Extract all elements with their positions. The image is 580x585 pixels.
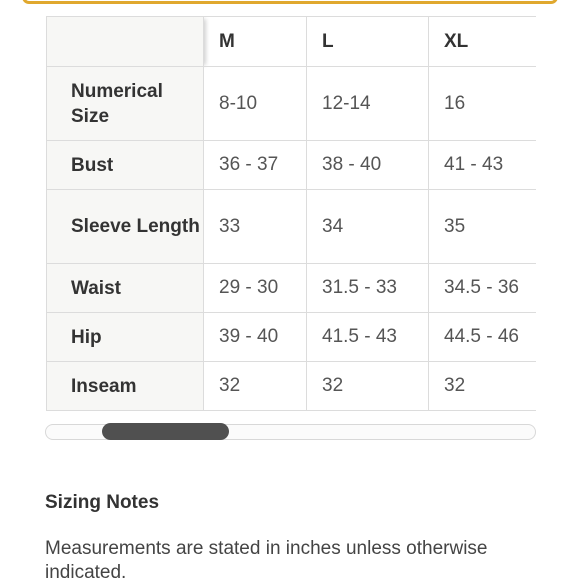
table-row — [47, 313, 537, 362]
table-cell: 12-14 — [307, 67, 429, 141]
table-row — [47, 141, 537, 190]
table-cell: 31.5 - 33 — [307, 264, 429, 313]
column-header-m: M — [204, 17, 307, 67]
row-label-numerical-size: Numerical Size — [47, 67, 204, 141]
column-header-xl: XL — [429, 17, 537, 67]
table-cell: 34 — [307, 190, 429, 264]
row-label-inseam: Inseam — [47, 362, 204, 411]
table-cell: 8-10 — [204, 67, 307, 141]
size-chart-table — [46, 16, 536, 411]
table-cell: 32 — [307, 362, 429, 411]
table-cell: 41.5 - 43 — [307, 313, 429, 362]
table-row — [47, 190, 537, 264]
row-label-waist: Waist — [47, 264, 204, 313]
table-header-row — [47, 17, 537, 67]
table-cell: 33 — [204, 190, 307, 264]
table-cell: 41 - 43 — [429, 141, 537, 190]
table-cell: 16 — [429, 67, 537, 141]
row-label-hip: Hip — [47, 313, 204, 362]
size-chart-scroll-area[interactable] — [46, 16, 536, 412]
table-row — [47, 362, 537, 411]
table-cell: 34.5 - 36 — [429, 264, 537, 313]
table-cell: 44.5 - 46 — [429, 313, 537, 362]
table-row — [47, 67, 537, 141]
horizontal-scrollbar-thumb[interactable] — [102, 423, 229, 440]
table-cell: 39 - 40 — [204, 313, 307, 362]
sizing-notes-heading: Sizing Notes — [45, 492, 160, 513]
top-bordered-panel-edge — [22, 0, 558, 4]
table-row — [47, 264, 537, 313]
column-header-l: L — [307, 17, 429, 67]
table-cell: 35 — [429, 190, 537, 264]
table-cell: 32 — [204, 362, 307, 411]
row-label-bust: Bust — [47, 141, 204, 190]
table-cell: 29 - 30 — [204, 264, 307, 313]
sizing-notes-text: Measurements are stated in inches unless otherwise indicated. — [45, 538, 488, 583]
header-corner-cell — [47, 17, 204, 67]
table-cell: 36 - 37 — [204, 141, 307, 190]
row-label-sleeve-length: Sleeve Length — [47, 190, 204, 264]
table-cell: 32 — [429, 362, 537, 411]
table-cell: 38 - 40 — [307, 141, 429, 190]
